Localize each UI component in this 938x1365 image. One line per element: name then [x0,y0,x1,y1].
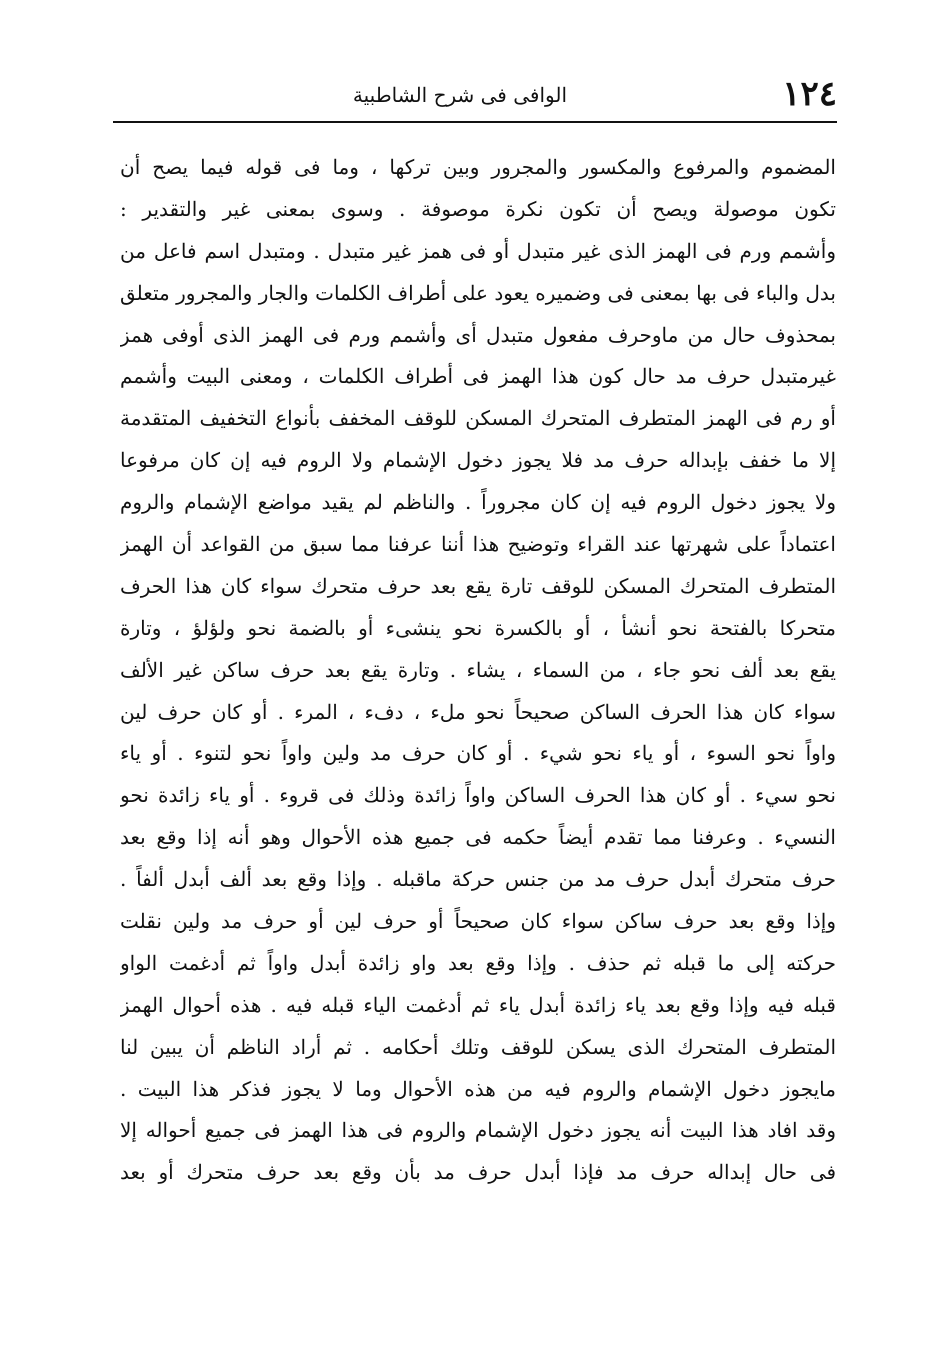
text-line: حرف متحرك أبدل حرف مد من جنس حركة ماقبله . وإذا وقع بعد ألف أبدل ألفاً . [120,867,836,892]
text-line: المتطرف المتحرك المسكن للوقف تارة يقع بعد حرف متحرك سواء كان هذا الحرف [120,573,836,598]
page-number: ١٢٤ [782,74,837,114]
text-line: اعتماداً على شهرتها عند القراء وتوضيح هذا أننا عرفنا مما سبق من القواعد أن الهمز [120,532,836,557]
text-line: يقع بعد ألف نحو جاء ، من السماء ، يشاء . وتارة يقع بعد حرف ساكن غير الألف [120,657,836,682]
text-line: نحو سيء . أو كان هذا الحرف الساكن واواً زائدة وذلك فى قروء . أو ياء زائدة نحو [120,783,836,808]
text-line: غيرمتبدل حرف مد حال كون هذا الهمز فى أطراف الكلمات ، ومعنى البيت وأشمم [120,364,836,389]
body-text [120,147,836,1194]
text-line: بدل والباء فى بها بمعنى فى وضميره يعود على أطراف الكلمات والجار والمجرور متعلق [120,280,836,305]
text-line: حركته إلى ما قبله ثم حذف . وإذا وقع بعد واو زائدة أبدل واواً ثم أدغمت الواو [120,950,836,975]
text-line: وقد افاد هذا البيت أنه يجوز دخول الإشمام والروم فى هذا الهمز فى جميع أحواله إلا [120,1118,836,1143]
text-line: قبله فيه وإذا وقع بعد ياء زائدة أبدل ياء ثم أدغمت الياء قبله فيه . هذه أحوال الهمز [120,992,836,1017]
text-line: فى حال إبداله حرف مد فإذا أبدل حرف مد بأن وقع بعد حرف متحرك أو بعد [120,1160,836,1185]
text-line: متحركا بالفتحة نحو أنشأ ، أو بالكسرة نحو ينشىء أو بالضمة نحو ولؤلؤ ، وتارة [120,615,836,640]
text-line: المتطرف المتحرك الذى يسكن للوقف وتلك أحكامه . ثم أراد الناظم أن يبين لنا [120,1034,836,1059]
text-line: المضموم والمرفوع والمكسور والمجرور وبين تركها ، وما فى قوله فيما يصح أن [120,155,836,179]
text-line: النسيء . وعرفنا مما تقدم أيضاً حكمه فى جميع هذه الأحوال وهو أنه إذا وقع بعد [120,825,836,850]
text-line: سواء كان هذا الحرف الساكن صحيحاً نحو ملء ، دفء ، المرء . أو كان حرف لين [120,699,836,724]
text-line: بمحذوف حال من ماوحرف مفعول متبدل أى وأشمم ورم فى الهمز الذى أوفى همز [120,322,836,347]
text-line: أو رم فى الهمز المتطرف المتحرك المسكن للوقف المخفف بأنواع التخفيف المتقدمة [120,406,836,431]
running-header [112,72,837,120]
text-line: وإذا وقع بعد حرف ساكن سواء كان صحيحاً أو حرف لين أو حرف مد ولين نقلت [120,909,836,934]
text-line: ولا يجوز دخول الروم فيه إن كان مجروراً . والناظم لم يقيد مواضع الإشمام والروم [120,490,836,515]
text-line: مايجوز دخول الإشمام والروم فيه من هذه الأحوال وما لا يجوز فذكر هذا البيت . [120,1076,836,1101]
text-line: تكون موصولة ويصح أن تكون نكرة موصوفة . وسوى بمعنى غير والتقدير : [120,196,836,221]
text-line: وأشمم ورم فى الهمز الذى غير متبدل أو فى همز غير متبدل . ومتبدل اسم فاعل من [120,238,836,263]
book-title: الوافى فى شرح الشاطبية [352,83,567,107]
text-line: إلا ما خفف بإبداله حرف مد فلا يجوز دخول الإشمام ولا الروم فيه إن كان مرفوعا [120,448,836,473]
header-rule [113,121,837,123]
text-line: واواً نحو السوء ، أو ياء نحو شيء . أو كان حرف مد ولين واواً نحو لتنوء . أو ياء [120,741,836,766]
